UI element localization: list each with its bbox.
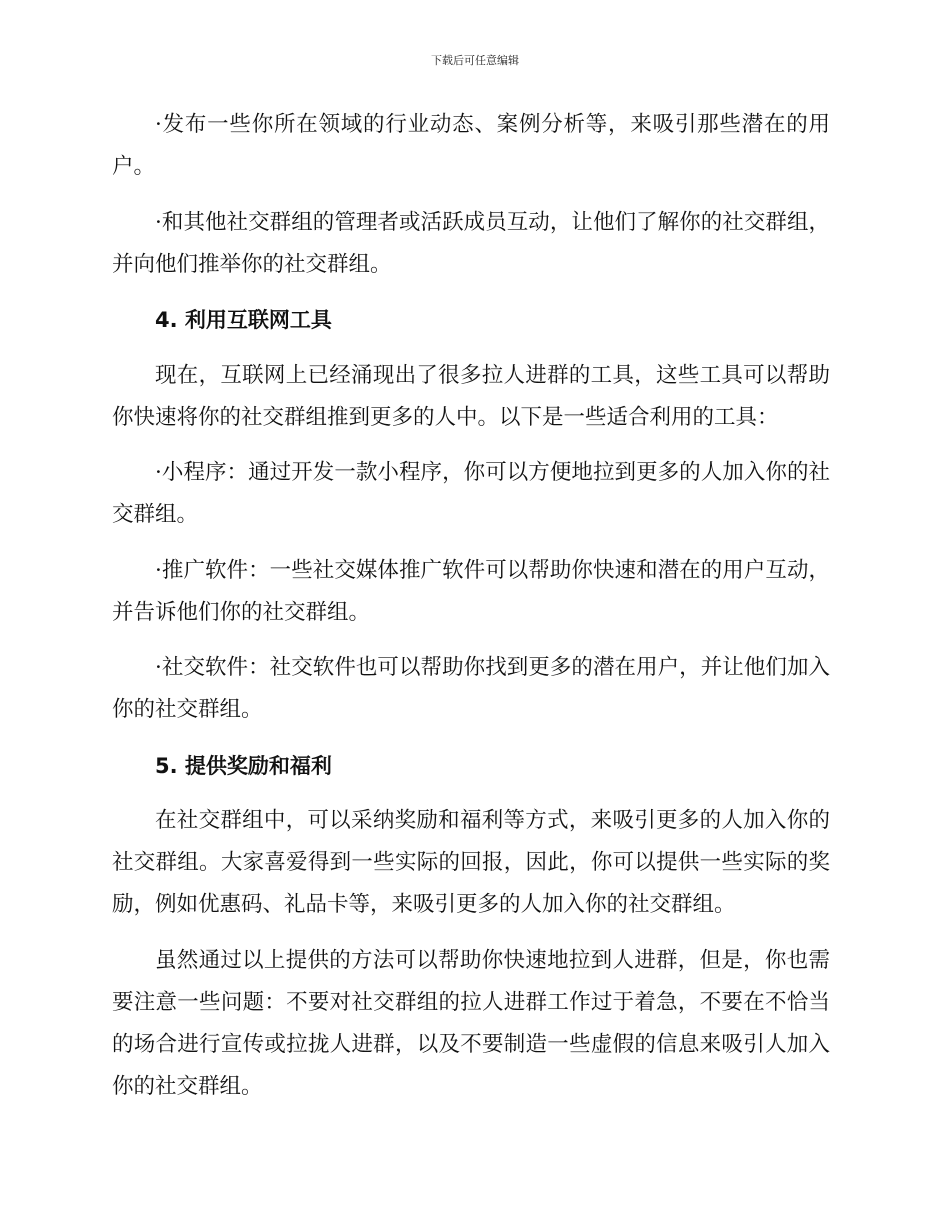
- paragraph-promotion-software: ·推广软件：一些社交媒体推广软件可以帮助你快速和潜在的用户互动，并告诉他们你的社交群组。: [112, 557, 830, 625]
- paragraph-industry-news: ·发布一些你所在领域的行业动态、案例分析等，来吸引那些潜在的用户。: [112, 112, 830, 179]
- paragraph-social-software: ·社交软件：社交软件也可以帮助你找到更多的潜在用户，并让他们加入你的社交群组。: [112, 655, 830, 722]
- page-header: 下载后可任意编辑: [431, 54, 519, 67]
- paragraph-mini-program: ·小程序：通过开发一款小程序，你可以方便地拉到更多的人加入你的社交群组。: [112, 460, 830, 527]
- section-heading-internet-tools: 4. 利用互联网工具: [155, 308, 332, 332]
- paragraph-tools-intro: 现在，互联网上已经涌现出了很多拉人进群的工具，这些工具可以帮助你快速将你的社交群组推到更多的人中。以下是一些适合利用的工具：: [112, 362, 830, 430]
- paragraph-rewards: 在社交群组中，可以采纳奖励和福利等方式，来吸引更多的人加入你的社交群组。大家喜爱得到一些实际的回报，因此，你可以提供一些实际的奖励，例如优惠码、礼品卡等，来吸引更多的人加入你的社交群组。: [112, 808, 830, 917]
- section-heading-rewards: 5. 提供奖励和福利: [155, 753, 332, 778]
- document-body: [112, 104, 830, 1121]
- paragraph-interact-admins: ·和其他社交群组的管理者或活跃成员互动，让他们了解你的社交群组，并向他们推举你的社交群组。: [112, 209, 830, 277]
- paragraph-cautions: 虽然通过以上提供的方法可以帮助你快速地拉到人进群，但是，你也需要注意一些问题：不要对社交群组的拉人进群工作过于着急，不要在不恰当的场合进行宣传或拉拢人进群，以及不要制造一些虚假的信息来吸引人加入你的社交群组。: [112, 947, 830, 1099]
